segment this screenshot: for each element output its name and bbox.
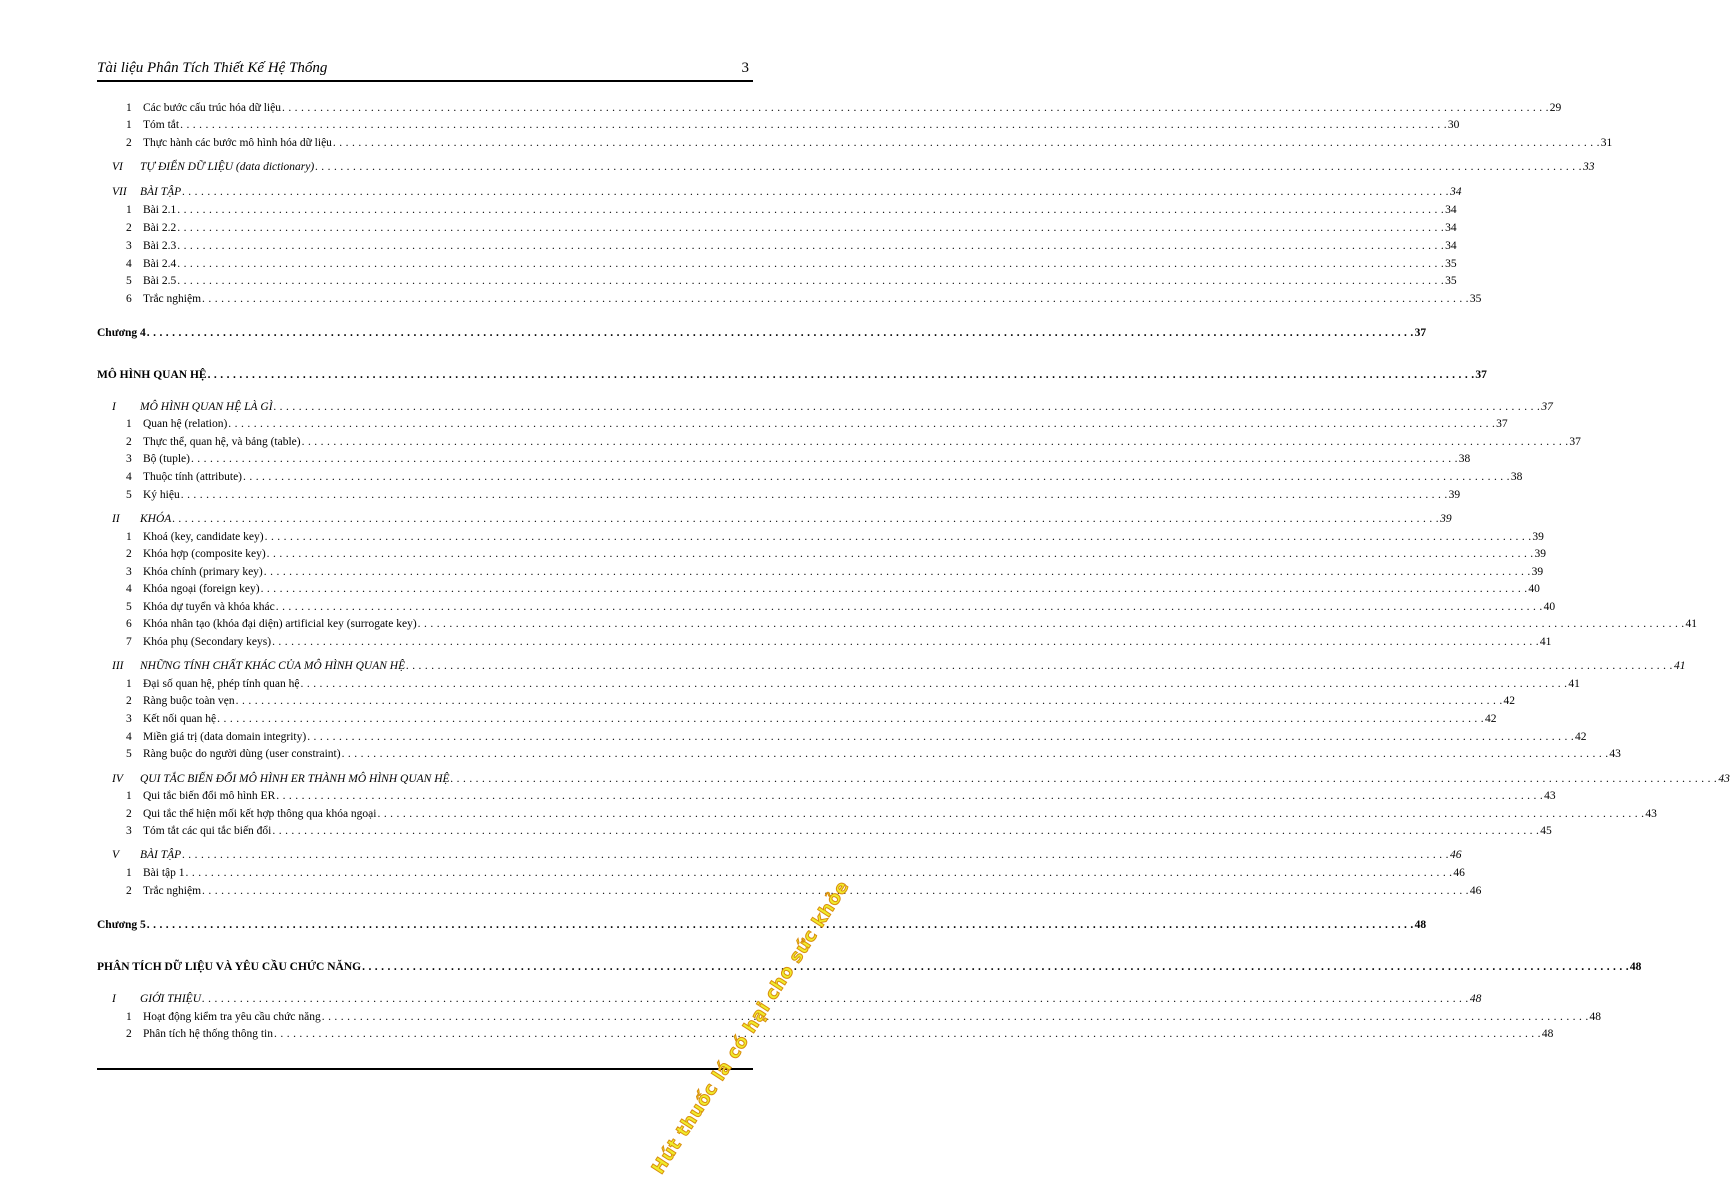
dot-leader: . . . . . . . . . . . . . . . . . . . . . . . . . . . . . . . . . . . . . . . . . . . . . . . . . . . . . . . . . . . . . . . . . . . . . . . . . . . . . . . . . . . . . . . . . . . . . . . . . . . . . . . . . . . . . . . . . . . . . . . . . . . . . . . . . . . . . . . . . . . . . . . . . . . . . . . . . . . . . . . . . . . . . . . . . . . . . . . . . . . . . . . . . . . . . . . . . . . . . . . . [146,327,1414,339]
dot-leader: . . . . . . . . . . . . . . . . . . . . . . . . . . . . . . . . . . . . . . . . . . . . . . . . . . . . . . . . . . . . . . . . . . . . . . . . . . . . . . . . . . . . . . . . . . . . . . . . . . . . . . . . . . . . . . . . . . . . . . . . . . . . . . . . . . . . . . . . . . . . . . . . . . . . . . . . . . . . . . . . . . . . . . . . . . . . . . . . . . . . . . . . . . . . . . . . . . . . . . . . [264,531,1532,543]
dot-leader: . . . . . . . . . . . . . . . . . . . . . . . . . . . . . . . . . . . . . . . . . . . . . . . . . . . . . . . . . . . . . . . . . . . . . . . . . . . . . . . . . . . . . . . . . . . . . . . . . . . . . . . . . . . . . . . . . . . . . . . . . . . . . . . . . . . . . . . . . . . . . . . . . . . . . . . . . . . . . . . . . . . . . . . . . . . . . . . . . . . . . . . . . . . . . . . . . . . . . . . . [182,849,1450,861]
toc-entry-page: 37 [1541,401,1553,413]
toc-entry-number: 1 [126,119,132,131]
toc-entry-page: 38 [1510,471,1523,483]
toc-entry-title: Quan hệ (relation) [143,418,228,430]
toc-entry-page: 35 [1469,293,1482,305]
toc-entry-page: 39 [1531,566,1544,578]
toc-entry-number: 1 [126,418,132,430]
toc-entry-title: Thực thể, quan hệ, và bảng (table) [143,436,301,448]
toc-entry-number: 3 [126,453,132,465]
dot-leader: . . . . . . . . . . . . . . . . . . . . . . . . . . . . . . . . . . . . . . . . . . . . . . . . . . . . . . . . . . . . . . . . . . . . . . . . . . . . . . . . . . . . . . . . . . . . . . . . . . . . . . . . . . . . . . . . . . . . . . . . . . . . . . . . . . . . . . . . . . . . . . . . . . . . . . . . . . . . . . . . . . . . . . . . . . . . . . . . . . . . . . . . . . . . . . . . . . . . . . . . [307,731,1575,743]
toc-entry-number: 1 [126,678,132,690]
dot-leader: . . . . . . . . . . . . . . . . . . . . . . . . . . . . . . . . . . . . . . . . . . . . . . . . . . . . . . . . . . . . . . . . . . . . . . . . . . . . . . . . . . . . . . . . . . . . . . . . . . . . . . . . . . . . . . . . . . . . . . . . . . . . . . . . . . . . . . . . . . . . . . . . . . . . . . . . . . . . . . . . . . . . . . . . . . . . . . . . . . . . . . . . . . . . . . . . . . . . . . . . [263,566,1531,578]
toc-entry-page: 46 [1453,867,1465,879]
toc-entry[interactable] [126,257,1457,271]
toc-entry-number: 2 [126,436,132,448]
toc-entry-number: 7 [126,636,132,648]
toc-entry[interactable] [126,136,1613,150]
toc-entry[interactable] [126,274,1457,288]
toc-entry[interactable] [126,101,1562,115]
dot-leader: . . . . . . . . . . . . . . . . . . . . . . . . . . . . . . . . . . . . . . . . . . . . . . . . . . . . . . . . . . . . . . . . . . . . . . . . . . . . . . . . . . . . . . . . . . . . . . . . . . . . . . . . . . . . . . . . . . . . . . . . . . . . . . . . . . . . . . . . . . . . . . . . . . . . . . . . . . . . . . . . . . . . . . . . . . . . . . . . . . . . . . . . . . . . . . . . . . . . . . . . [146,919,1414,931]
toc-entry-title: Qui tắc thể hiện mối kết hợp thông qua khóa ngoại [143,808,377,820]
toc-entry-number: 4 [126,583,132,595]
toc-entry-title: Chương 4 [97,327,146,339]
dot-leader: . . . . . . . . . . . . . . . . . . . . . . . . . . . . . . . . . . . . . . . . . . . . . . . . . . . . . . . . . . . . . . . . . . . . . . . . . . . . . . . . . . . . . . . . . . . . . . . . . . . . . . . . . . . . . . . . . . . . . . . . . . . . . . . . . . . . . . . . . . . . . . . . . . . . . . . . . . . . . . . . . . . . . . . . . . . . . . . . . . . . . . . . . . . . . . . . . . . . . . . . [190,453,1458,465]
dot-leader: . . . . . . . . . . . . . . . . . . . . . . . . . . . . . . . . . . . . . . . . . . . . . . . . . . . . . . . . . . . . . . . . . . . . . . . . . . . . . . . . . . . . . . . . . . . . . . . . . . . . . . . . . . . . . . . . . . . . . . . . . . . . . . . . . . . . . . . . . . . . . . . . . . . . . . . . . . . . . . . . . . . . . . . . . . . . . . . . . . . . . . . . . . . . . . . . . . . . . . . . [235,695,1503,707]
dot-leader: . . . . . . . . . . . . . . . . . . . . . . . . . . . . . . . . . . . . . . . . . . . . . . . . . . . . . . . . . . . . . . . . . . . . . . . . . . . . . . . . . . . . . . . . . . . . . . . . . . . . . . . . . . . . . . . . . . . . . . . . . . . . . . . . . . . . . . . . . . . . . . . . . . . . . . . . . . . . . . . . . . . . . . . . . . . . . . . . . . . . . . . . . . . . . . . . . . . . . . . . [182,186,1450,198]
toc-entry-number: 1 [126,790,132,802]
toc-entry[interactable] [126,617,1697,631]
toc-entry-number: I [112,993,116,1005]
toc-entry[interactable] [126,824,1552,838]
toc-entry-title: MÔ HÌNH QUAN HỆ [97,369,207,381]
dot-leader: . . . . . . . . . . . . . . . . . . . . . . . . . . . . . . . . . . . . . . . . . . . . . . . . . . . . . . . . . . . . . . . . . . . . . . . . . . . . . . . . . . . . . . . . . . . . . . . . . . . . . . . . . . . . . . . . . . . . . . . . . . . . . . . . . . . . . . . . . . . . . . . . . . . . . . . . . . . . . . . . . . . . . . . . . . . . . . . . . . . . . . . . . . . . . . . . . . . . . . . . [300,678,1568,690]
dot-leader: . . . . . . . . . . . . . . . . . . . . . . . . . . . . . . . . . . . . . . . . . . . . . . . . . . . . . . . . . . . . . . . . . . . . . . . . . . . . . . . . . . . . . . . . . . . . . . . . . . . . . . . . . . . . . . . . . . . . . . . . . . . . . . . . . . . . . . . . . . . . . . . . . . . . . . . . . . . . . . . . . . . . . . . . . . . . . . . . . . . . . . . . . . . . . . . . . . . . . . . . [243,471,1510,483]
toc-entry-title: Bài 2.1 [143,204,177,216]
toc-entry[interactable] [126,565,1544,579]
dot-leader: . . . . . . . . . . . . . . . . . . . . . . . . . . . . . . . . . . . . . . . . . . . . . . . . . . . . . . . . . . . . . . . . . . . . . . . . . . . . . . . . . . . . . . . . . . . . . . . . . . . . . . . . . . . . . . . . . . . . . . . . . . . . . . . . . . . . . . . . . . . . . . . . . . . . . . . . . . . . . . . . . . . . . . . . . . . . . . . . . . . . . . . . . . . . . . . . . . . . . . . . [332,137,1600,149]
toc-entry-title: Khóa dự tuyển và khóa khác [143,601,275,613]
toc-entry-title: Bài 2.3 [143,240,177,252]
toc-entry[interactable] [126,292,1482,306]
toc-entry-number: 1 [126,867,132,879]
toc-entry-number: III [112,660,124,672]
toc-entry-title: QUI TẮC BIẾN ĐỔI MÔ HÌNH ER THÀNH MÔ HÌNH QUAN HỆ [140,773,450,785]
toc-entry-title: Khoá (key, candidate key) [143,531,264,543]
toc-entry-page: 34 [1445,204,1457,216]
toc-entry-title: Trắc nghiệm [143,293,202,305]
dot-leader: . . . . . . . . . . . . . . . . . . . . . . . . . . . . . . . . . . . . . . . . . . . . . . . . . . . . . . . . . . . . . . . . . . . . . . . . . . . . . . . . . . . . . . . . . . . . . . . . . . . . . . . . . . . . . . . . . . . . . . . . . . . . . . . . . . . . . . . . . . . . . . . . . . . . . . . . . . . . . . . . . . . . . . . . . . . . . . . . . . . . . . . . . . . . . . . . . . . . . . . . [377,808,1645,820]
toc-entry[interactable] [126,417,1508,431]
toc-entry-number: 6 [126,618,132,630]
toc-entry[interactable] [112,512,1452,526]
toc-entry-number: 6 [126,293,132,305]
toc-entry[interactable] [126,884,1482,898]
toc-entry-page: 42 [1503,695,1515,707]
toc-entry-title: Ràng buộc do người dùng (user constraint) [143,748,341,760]
toc-entry-title: Kết nối quan hệ [143,713,217,725]
toc-entry[interactable] [126,530,1544,544]
toc-entry[interactable] [126,435,1581,449]
toc-entry-page: 42 [1575,731,1587,743]
toc-entry[interactable] [126,239,1457,253]
toc-entry[interactable] [126,694,1515,708]
toc-entry-number: 3 [126,240,132,252]
dot-leader: . . . . . . . . . . . . . . . . . . . . . . . . . . . . . . . . . . . . . . . . . . . . . . . . . . . . . . . . . . . . . . . . . . . . . . . . . . . . . . . . . . . . . . . . . . . . . . . . . . . . . . . . . . . . . . . . . . . . . . . . . . . . . . . . . . . . . . . . . . . . . . . . . . . . . . . . . . . . . . . . . . . . . . . . . . . . . . . . . . . . . . . . . . . . . . . . . . . . . . . . [207,369,1475,381]
toc-entry-page: 48 [1414,919,1427,931]
toc-entry-title: Chương 5 [97,919,146,931]
toc-entry[interactable] [126,747,1621,761]
toc-entry-number: 2 [126,1028,132,1040]
dot-leader: . . . . . . . . . . . . . . . . . . . . . . . . . . . . . . . . . . . . . . . . . . . . . . . . . . . . . . . . . . . . . . . . . . . . . . . . . . . . . . . . . . . . . . . . . . . . . . . . . . . . . . . . . . . . . . . . . . . . . . . . . . . . . . . . . . . . . . . . . . . . . . . . . . . . . . . . . . . . . . . . . . . . . . . . . . . . . . . . . . . . . . . . . . . . . . . . . . . . . . . . [177,275,1445,287]
toc-entry[interactable] [126,677,1580,691]
toc-entry-number: 2 [126,137,132,149]
dot-leader: . . . . . . . . . . . . . . . . . . . . . . . . . . . . . . . . . . . . . . . . . . . . . . . . . . . . . . . . . . . . . . . . . . . . . . . . . . . . . . . . . . . . . . . . . . . . . . . . . . . . . . . . . . . . . . . . . . . . . . . . . . . . . . . . . . . . . . . . . . . . . . . . . . . . . . . . . . . . . . . . . . . . . . . . . . . . . . . . . . . . . . . . . . . . . . . . . . . . . . . . [177,222,1445,234]
toc-entry-title: Khóa ngoại (foreign key) [143,583,260,595]
toc-entry[interactable] [126,582,1540,596]
toc-entry[interactable] [112,400,1553,414]
toc-entry[interactable] [126,600,1556,614]
dot-leader: . . . . . . . . . . . . . . . . . . . . . . . . . . . . . . . . . . . . . . . . . . . . . . . . . . . . . . . . . . . . . . . . . . . . . . . . . . . . . . . . . . . . . . . . . . . . . . . . . . . . . . . . . . . . . . . . . . . . . . . . . . . . . . . . . . . . . . . . . . . . . . . . . . . . . . . . . . . . . . . . . . . . . . . . . . . . . . . . . . . . . . . . . . . . . . . . . . . . . . . . [177,240,1445,252]
toc-entry-title: Thuộc tính (attribute) [143,471,242,483]
toc-entry-page: 41 [1673,660,1686,672]
toc-entry-number: 1 [126,102,132,114]
toc-entry-title: Bài tập 1 [143,867,185,879]
toc-entry-page: 48 [1541,1028,1554,1040]
toc-entry-number: 2 [126,548,132,560]
toc-entry-page: 46 [1450,849,1462,861]
dot-leader: . . . . . . . . . . . . . . . . . . . . . . . . . . . . . . . . . . . . . . . . . . . . . . . . . . . . . . . . . . . . . . . . . . . . . . . . . . . . . . . . . . . . . . . . . . . . . . . . . . . . . . . . . . . . . . . . . . . . . . . . . . . . . . . . . . . . . . . . . . . . . . . . . . . . . . . . . . . . . . . . . . . . . . . . . . . . . . . . . . . . . . . . . . . . . . . . . . . . . . . . [417,618,1685,630]
toc-entry-page: 46 [1469,885,1482,897]
toc-entry-page: 35 [1445,275,1457,287]
toc-entry-page: 37 [1414,327,1427,339]
toc-entry[interactable] [97,918,1427,932]
toc-entry-title: Khóa phụ (Secondary keys) [143,636,272,648]
toc-entry-page: 40 [1528,583,1540,595]
toc-entry-title: Phân tích hệ thống thông tin [143,1028,274,1040]
dot-leader: . . . . . . . . . . . . . . . . . . . . . . . . . . . . . . . . . . . . . . . . . . . . . . . . . . . . . . . . . . . . . . . . . . . . . . . . . . . . . . . . . . . . . . . . . . . . . . . . . . . . . . . . . . . . . . . . . . . . . . . . . . . . . . . . . . . . . . . . . . . . . . . . . . . . . . . . . . . . . . . . . . . . . . . . . . . . . . . . . . . . . . . . . . . . . . . . . . . . . . . . [185,867,1453,879]
toc-entry-title: KHÓA [140,513,172,525]
toc-entry-title: Thực hành các bước mô hình hóa dữ liệu [143,137,332,149]
toc-entry-title: Bài 2.2 [143,222,177,234]
toc-entry-title: Miền giá trị (data domain integrity) [143,731,307,743]
toc-entry-title: Khóa nhân tạo (khóa đại diện) artificial key (surrogate key) [143,618,417,630]
toc-entry-page: 43 [1609,748,1621,760]
dot-leader: . . . . . . . . . . . . . . . . . . . . . . . . . . . . . . . . . . . . . . . . . . . . . . . . . . . . . . . . . . . . . . . . . . . . . . . . . . . . . . . . . . . . . . . . . . . . . . . . . . . . . . . . . . . . . . . . . . . . . . . . . . . . . . . . . . . . . . . . . . . . . . . . . . . . . . . . . . . . . . . . . . . . . . . . . . . . . . . . . . . . . . . . . . . . . . . . . . . . . . . . [274,1028,1541,1040]
toc-entry[interactable] [126,789,1556,803]
toc-entry-page: 35 [1445,258,1457,270]
toc-entry-title: Qui tắc biến đổi mô hình ER [143,790,276,802]
dot-leader: . . . . . . . . . . . . . . . . . . . . . . . . . . . . . . . . . . . . . . . . . . . . . . . . . . . . . . . . . . . . . . . . . . . . . . . . . . . . . . . . . . . . . . . . . . . . . . . . . . . . . . . . . . . . . . . . . . . . . . . . . . . . . . . . . . . . . . . . . . . . . . . . . . . . . . . . . . . . . . . . . . . . . . . . . . . . . . . . . . . . . . . . . . . . . . . . . . . . . . . . [273,401,1541,413]
toc-entry-title: Tóm tắt [143,119,180,131]
dot-leader: . . . . . . . . . . . . . . . . . . . . . . . . . . . . . . . . . . . . . . . . . . . . . . . . . . . . . . . . . . . . . . . . . . . . . . . . . . . . . . . . . . . . . . . . . . . . . . . . . . . . . . . . . . . . . . . . . . . . . . . . . . . . . . . . . . . . . . . . . . . . . . . . . . . . . . . . . . . . . . . . . . . . . . . . . . . . . . . . . . . . . . . . . . . . . . . . . . . . . . . . [315,161,1583,173]
toc-entry-page: 41 [1685,618,1697,630]
dot-leader: . . . . . . . . . . . . . . . . . . . . . . . . . . . . . . . . . . . . . . . . . . . . . . . . . . . . . . . . . . . . . . . . . . . . . . . . . . . . . . . . . . . . . . . . . . . . . . . . . . . . . . . . . . . . . . . . . . . . . . . . . . . . . . . . . . . . . . . . . . . . . . . . . . . . . . . . . . . . . . . . . . . . . . . . . . . . . . . . . . . . . . . . . . . . . . . . . . . . . . . . [450,773,1718,785]
dot-leader: . . . . . . . . . . . . . . . . . . . . . . . . . . . . . . . . . . . . . . . . . . . . . . . . . . . . . . . . . . . . . . . . . . . . . . . . . . . . . . . . . . . . . . . . . . . . . . . . . . . . . . . . . . . . . . . . . . . . . . . . . . . . . . . . . . . . . . . . . . . . . . . . . . . . . . . . . . . . . . . . . . . . . . . . . . . . . . . . . . . . . . . . . . . . . . . . . . . . . . . . [321,1011,1589,1023]
dot-leader: . . . . . . . . . . . . . . . . . . . . . . . . . . . . . . . . . . . . . . . . . . . . . . . . . . . . . . . . . . . . . . . . . . . . . . . . . . . . . . . . . . . . . . . . . . . . . . . . . . . . . . . . . . . . . . . . . . . . . . . . . . . . . . . . . . . . . . . . . . . . . . . . . . . . . . . . . . . . . . . . . . . . . . . . . . . . . . . . . . . . . . . . . . . . . . . . . . . . . . . . [217,713,1484,725]
toc-entry-page: 42 [1484,713,1497,725]
toc-entry-number: 5 [126,748,132,760]
toc-entry[interactable] [112,185,1462,199]
toc-entry-title: NHỮNG TÍNH CHẤT KHÁC CỦA MÔ HÌNH QUAN HỆ [140,660,406,672]
toc-entry-number: 5 [126,275,132,287]
toc-entry-number: VII [112,186,127,198]
toc-entry-number: 4 [126,471,132,483]
toc-entry-number: V [112,849,120,861]
toc-entry-number: II [112,513,120,525]
toc-entry-page: 37 [1475,369,1487,381]
toc-entry-page: 39 [1448,489,1461,501]
toc-entry-page: 34 [1445,240,1457,252]
toc-entry[interactable] [97,368,1487,382]
toc-entry-number: 4 [126,258,132,270]
toc-entry-number: 3 [126,713,132,725]
toc-entry-page: 38 [1458,453,1471,465]
watermark [586,876,854,1178]
toc-entry[interactable] [126,635,1552,649]
toc-entry-number: 2 [126,695,132,707]
dot-leader: . . . . . . . . . . . . . . . . . . . . . . . . . . . . . . . . . . . . . . . . . . . . . . . . . . . . . . . . . . . . . . . . . . . . . . . . . . . . . . . . . . . . . . . . . . . . . . . . . . . . . . . . . . . . . . . . . . . . . . . . . . . . . . . . . . . . . . . . . . . . . . . . . . . . . . . . . . . . . . . . . . . . . . . . . . . . . . . . . . . . . . . . . . . . . . . . . . . . . . . . [180,119,1447,131]
toc-entry[interactable] [97,326,1427,340]
toc-entry[interactable] [112,772,1730,786]
toc-entry-title: BÀI TẬP [140,849,182,861]
toc-entry[interactable] [126,712,1497,726]
toc-entry-page: 41 [1539,636,1552,648]
toc-entry-title: Khóa chính (primary key) [143,566,263,578]
dot-leader: . . . . . . . . . . . . . . . . . . . . . . . . . . . . . . . . . . . . . . . . . . . . . . . . . . . . . . . . . . . . . . . . . . . . . . . . . . . . . . . . . . . . . . . . . . . . . . . . . . . . . . . . . . . . . . . . . . . . . . . . . . . . . . . . . . . . . . . . . . . . . . . . . . . . . . . . . . . . . . . . . . . . . . . . . . . . . . . . . . . . . . . . . . . . . . . . . . . . . . . . [362,961,1629,973]
toc-entry-number: 1 [126,1011,132,1023]
dot-leader: . . . . . . . . . . . . . . . . . . . . . . . . . . . . . . . . . . . . . . . . . . . . . . . . . . . . . . . . . . . . . . . . . . . . . . . . . . . . . . . . . . . . . . . . . . . . . . . . . . . . . . . . . . . . . . . . . . . . . . . . . . . . . . . . . . . . . . . . . . . . . . . . . . . . . . . . . . . . . . . . . . . . . . . . . . . . . . . . . . . . . . . . . . . . . . . . . . . . . . . . [272,636,1539,648]
toc-entry-title: Trắc nghiệm [143,885,202,897]
toc-entry-page: 41 [1568,678,1580,690]
toc-entry-page: 43 [1718,773,1730,785]
toc-entry[interactable] [126,470,1523,484]
toc-entry-page: 33 [1583,161,1595,173]
toc-entry-number: 5 [126,601,132,613]
toc-entry-title: Khóa hợp (composite key) [143,548,266,560]
dot-leader: . . . . . . . . . . . . . . . . . . . . . . . . . . . . . . . . . . . . . . . . . . . . . . . . . . . . . . . . . . . . . . . . . . . . . . . . . . . . . . . . . . . . . . . . . . . . . . . . . . . . . . . . . . . . . . . . . . . . . . . . . . . . . . . . . . . . . . . . . . . . . . . . . . . . . . . . . . . . . . . . . . . . . . . . . . . . . . . . . . . . . . . . . . . . . . . . . . . . . . . . [260,583,1528,595]
dot-leader: . . . . . . . . . . . . . . . . . . . . . . . . . . . . . . . . . . . . . . . . . . . . . . . . . . . . . . . . . . . . . . . . . . . . . . . . . . . . . . . . . . . . . . . . . . . . . . . . . . . . . . . . . . . . . . . . . . . . . . . . . . . . . . . . . . . . . . . . . . . . . . . . . . . . . . . . . . . . . . . . . . . . . . . . . . . . . . . . . . . . . . . . . . . . . . . . . . . . . . . . [177,258,1445,270]
toc-entry-title: Bộ (tuple) [143,453,190,465]
toc-entry[interactable] [112,848,1462,862]
toc-entry-title: Ràng buộc toàn vẹn [143,695,235,707]
toc-entry-page: 34 [1450,186,1462,198]
toc-entry[interactable] [126,118,1460,132]
toc-entry-page: 37 [1569,436,1581,448]
toc-entry-number: I [112,401,116,413]
dot-leader: . . . . . . . . . . . . . . . . . . . . . . . . . . . . . . . . . . . . . . . . . . . . . . . . . . . . . . . . . . . . . . . . . . . . . . . . . . . . . . . . . . . . . . . . . . . . . . . . . . . . . . . . . . . . . . . . . . . . . . . . . . . . . . . . . . . . . . . . . . . . . . . . . . . . . . . . . . . . . . . . . . . . . . . . . . . . . . . . . . . . . . . . . . . . . . . . . . . . . . . . [180,489,1448,501]
toc-entry-number: IV [112,773,123,785]
toc-entry-page: 45 [1540,825,1552,837]
toc-entry-page: 37 [1496,418,1508,430]
toc-entry-title: Bài 2.4 [143,258,177,270]
dot-leader: . . . . . . . . . . . . . . . . . . . . . . . . . . . . . . . . . . . . . . . . . . . . . . . . . . . . . . . . . . . . . . . . . . . . . . . . . . . . . . . . . . . . . . . . . . . . . . . . . . . . . . . . . . . . . . . . . . . . . . . . . . . . . . . . . . . . . . . . . . . . . . . . . . . . . . . . . . . . . . . . . . . . . . . . . . . . . . . . . . . . . . . . . . . . . . . . . . . . . . . . [177,204,1445,216]
dot-leader: . . . . . . . . . . . . . . . . . . . . . . . . . . . . . . . . . . . . . . . . . . . . . . . . . . . . . . . . . . . . . . . . . . . . . . . . . . . . . . . . . . . . . . . . . . . . . . . . . . . . . . . . . . . . . . . . . . . . . . . . . . . . . . . . . . . . . . . . . . . . . . . . . . . . . . . . . . . . . . . . . . . . . . . . . . . . . . . . . . . . . . . . . . . . . . . . . . . . . . . . [276,790,1544,802]
toc-entry-page: 48 [1589,1011,1602,1023]
dot-leader: . . . . . . . . . . . . . . . . . . . . . . . . . . . . . . . . . . . . . . . . . . . . . . . . . . . . . . . . . . . . . . . . . . . . . . . . . . . . . . . . . . . . . . . . . . . . . . . . . . . . . . . . . . . . . . . . . . . . . . . . . . . . . . . . . . . . . . . . . . . . . . . . . . . . . . . . . . . . . . . . . . . . . . . . . . . . . . . . . . . . . . . . . . . . . . . . . . . . . . . . [172,513,1440,525]
toc-entry[interactable] [126,488,1461,502]
toc-entry-page: 48 [1469,993,1482,1005]
toc-entry-title: MÔ HÌNH QUAN HỆ LÀ GÌ [140,401,273,413]
toc-entry-page: 43 [1544,790,1556,802]
toc-entry-number: 2 [126,222,132,234]
toc-entry-number: 2 [126,808,132,820]
toc-entry[interactable] [126,730,1587,744]
toc-entry-number: 3 [126,825,132,837]
toc-entry-number: 4 [126,731,132,743]
dot-leader: . . . . . . . . . . . . . . . . . . . . . . . . . . . . . . . . . . . . . . . . . . . . . . . . . . . . . . . . . . . . . . . . . . . . . . . . . . . . . . . . . . . . . . . . . . . . . . . . . . . . . . . . . . . . . . . . . . . . . . . . . . . . . . . . . . . . . . . . . . . . . . . . . . . . . . . . . . . . . . . . . . . . . . . . . . . . . . . . . . . . . . . . . . . . . . . . . . . . . . . . [228,418,1496,430]
dot-leader: . . . . . . . . . . . . . . . . . . . . . . . . . . . . . . . . . . . . . . . . . . . . . . . . . . . . . . . . . . . . . . . . . . . . . . . . . . . . . . . . . . . . . . . . . . . . . . . . . . . . . . . . . . . . . . . . . . . . . . . . . . . . . . . . . . . . . . . . . . . . . . . . . . . . . . . . . . . . . . . . . . . . . . . . . . . . . . . . . . . . . . . . . . . . . . . . . . . . . . . . [275,601,1543,613]
toc-entry[interactable] [112,659,1686,673]
toc-entry-title: TỰ ĐIỂN DỮ LIỆU (data dictionary) [140,161,315,173]
page-header [97,60,753,82]
toc-entry[interactable] [112,160,1595,174]
toc-entry-title: GIỚI THIỆU [140,993,202,1005]
toc-entry-title: PHÂN TÍCH DỮ LIỆU VÀ YÊU CẦU CHỨC NĂNG [97,961,362,973]
toc-entry-title: Tóm tắt các qui tắc biến đổi [143,825,272,837]
toc-entry-number: 1 [126,531,132,543]
dot-leader: . . . . . . . . . . . . . . . . . . . . . . . . . . . . . . . . . . . . . . . . . . . . . . . . . . . . . . . . . . . . . . . . . . . . . . . . . . . . . . . . . . . . . . . . . . . . . . . . . . . . . . . . . . . . . . . . . . . . . . . . . . . . . . . . . . . . . . . . . . . . . . . . . . . . . . . . . . . . . . . . . . . . . . . . . . . . . . . . . . . . . . . . . . . . . . . . . . . . . . . . [406,660,1673,672]
watermark-text: Hút thuốc lá có hại cho sức khỏe [647,876,854,1178]
toc-entry-number: VI [112,161,123,173]
toc-entry-title: BÀI TẬP [140,186,182,198]
toc-entry-title: Ký hiệu [143,489,180,501]
toc-entry[interactable] [126,452,1471,466]
header-title: Tài liệu Phân Tích Thiết Kế Hệ Thống [97,60,328,76]
toc-entry-number: 3 [126,566,132,578]
dot-leader: . . . . . . . . . . . . . . . . . . . . . . . . . . . . . . . . . . . . . . . . . . . . . . . . . . . . . . . . . . . . . . . . . . . . . . . . . . . . . . . . . . . . . . . . . . . . . . . . . . . . . . . . . . . . . . . . . . . . . . . . . . . . . . . . . . . . . . . . . . . . . . . . . . . . . . . . . . . . . . . . . . . . . . . . . . . . . . . . . . . . . . . . . . . . . . . . . . . . . . . . [202,993,1469,1005]
toc-entry[interactable] [126,866,1465,880]
toc-entry-page: 39 [1534,548,1546,560]
toc-entry-page: 31 [1600,137,1613,149]
toc-entry[interactable] [126,547,1546,561]
toc-entry[interactable] [126,807,1657,821]
dot-leader: . . . . . . . . . . . . . . . . . . . . . . . . . . . . . . . . . . . . . . . . . . . . . . . . . . . . . . . . . . . . . . . . . . . . . . . . . . . . . . . . . . . . . . . . . . . . . . . . . . . . . . . . . . . . . . . . . . . . . . . . . . . . . . . . . . . . . . . . . . . . . . . . . . . . . . . . . . . . . . . . . . . . . . . . . . . . . . . . . . . . . . . . . . . . . . . . . . . . . . . . [272,825,1540,837]
dot-leader: . . . . . . . . . . . . . . . . . . . . . . . . . . . . . . . . . . . . . . . . . . . . . . . . . . . . . . . . . . . . . . . . . . . . . . . . . . . . . . . . . . . . . . . . . . . . . . . . . . . . . . . . . . . . . . . . . . . . . . . . . . . . . . . . . . . . . . . . . . . . . . . . . . . . . . . . . . . . . . . . . . . . . . . . . . . . . . . . . . . . . . . . . . . . . . . . . . . . . . . . [341,748,1609,760]
toc-entry-title: Hoạt động kiểm tra yêu cầu chức năng [143,1011,321,1023]
dot-leader: . . . . . . . . . . . . . . . . . . . . . . . . . . . . . . . . . . . . . . . . . . . . . . . . . . . . . . . . . . . . . . . . . . . . . . . . . . . . . . . . . . . . . . . . . . . . . . . . . . . . . . . . . . . . . . . . . . . . . . . . . . . . . . . . . . . . . . . . . . . . . . . . . . . . . . . . . . . . . . . . . . . . . . . . . . . . . . . . . . . . . . . . . . . . . . . . . . . . . . . . [301,436,1569,448]
toc-entry-number: 5 [126,489,132,501]
toc-entry-title: Bài 2.5 [143,275,177,287]
dot-leader: . . . . . . . . . . . . . . . . . . . . . . . . . . . . . . . . . . . . . . . . . . . . . . . . . . . . . . . . . . . . . . . . . . . . . . . . . . . . . . . . . . . . . . . . . . . . . . . . . . . . . . . . . . . . . . . . . . . . . . . . . . . . . . . . . . . . . . . . . . . . . . . . . . . . . . . . . . . . . . . . . . . . . . . . . . . . . . . . . . . . . . . . . . . . . . . . . . . . . . . . [266,548,1534,560]
toc-entry-page: 40 [1543,601,1556,613]
toc-entry-page: 48 [1629,961,1642,973]
toc-entry-title: Các bước cấu trúc hóa dữ liệu [143,102,281,114]
toc-entry-number: 2 [126,885,132,897]
toc-entry-number: 1 [126,204,132,216]
toc-entry-page: 34 [1445,222,1457,234]
dot-leader: . . . . . . . . . . . . . . . . . . . . . . . . . . . . . . . . . . . . . . . . . . . . . . . . . . . . . . . . . . . . . . . . . . . . . . . . . . . . . . . . . . . . . . . . . . . . . . . . . . . . . . . . . . . . . . . . . . . . . . . . . . . . . . . . . . . . . . . . . . . . . . . . . . . . . . . . . . . . . . . . . . . . . . . . . . . . . . . . . . . . . . . . . . . . . . . . . . . . . . . . [281,102,1549,114]
toc-entry-page: 39 [1532,531,1544,543]
header-page-number: 3 [741,60,749,76]
dot-leader: . . . . . . . . . . . . . . . . . . . . . . . . . . . . . . . . . . . . . . . . . . . . . . . . . . . . . . . . . . . . . . . . . . . . . . . . . . . . . . . . . . . . . . . . . . . . . . . . . . . . . . . . . . . . . . . . . . . . . . . . . . . . . . . . . . . . . . . . . . . . . . . . . . . . . . . . . . . . . . . . . . . . . . . . . . . . . . . . . . . . . . . . . . . . . . . . . . . . . . . . [202,885,1469,897]
toc-entry[interactable] [126,203,1457,217]
toc-entry-page: 30 [1447,119,1460,131]
toc-entry-title: Đại số quan hệ, phép tính quan hệ [143,678,300,690]
toc-entry-page: 43 [1645,808,1657,820]
toc-entry-page: 39 [1440,513,1452,525]
dot-leader: . . . . . . . . . . . . . . . . . . . . . . . . . . . . . . . . . . . . . . . . . . . . . . . . . . . . . . . . . . . . . . . . . . . . . . . . . . . . . . . . . . . . . . . . . . . . . . . . . . . . . . . . . . . . . . . . . . . . . . . . . . . . . . . . . . . . . . . . . . . . . . . . . . . . . . . . . . . . . . . . . . . . . . . . . . . . . . . . . . . . . . . . . . . . . . . . . . . . . . . . [202,293,1469,305]
toc-entry[interactable] [126,221,1457,235]
toc-entry-page: 29 [1549,102,1562,114]
